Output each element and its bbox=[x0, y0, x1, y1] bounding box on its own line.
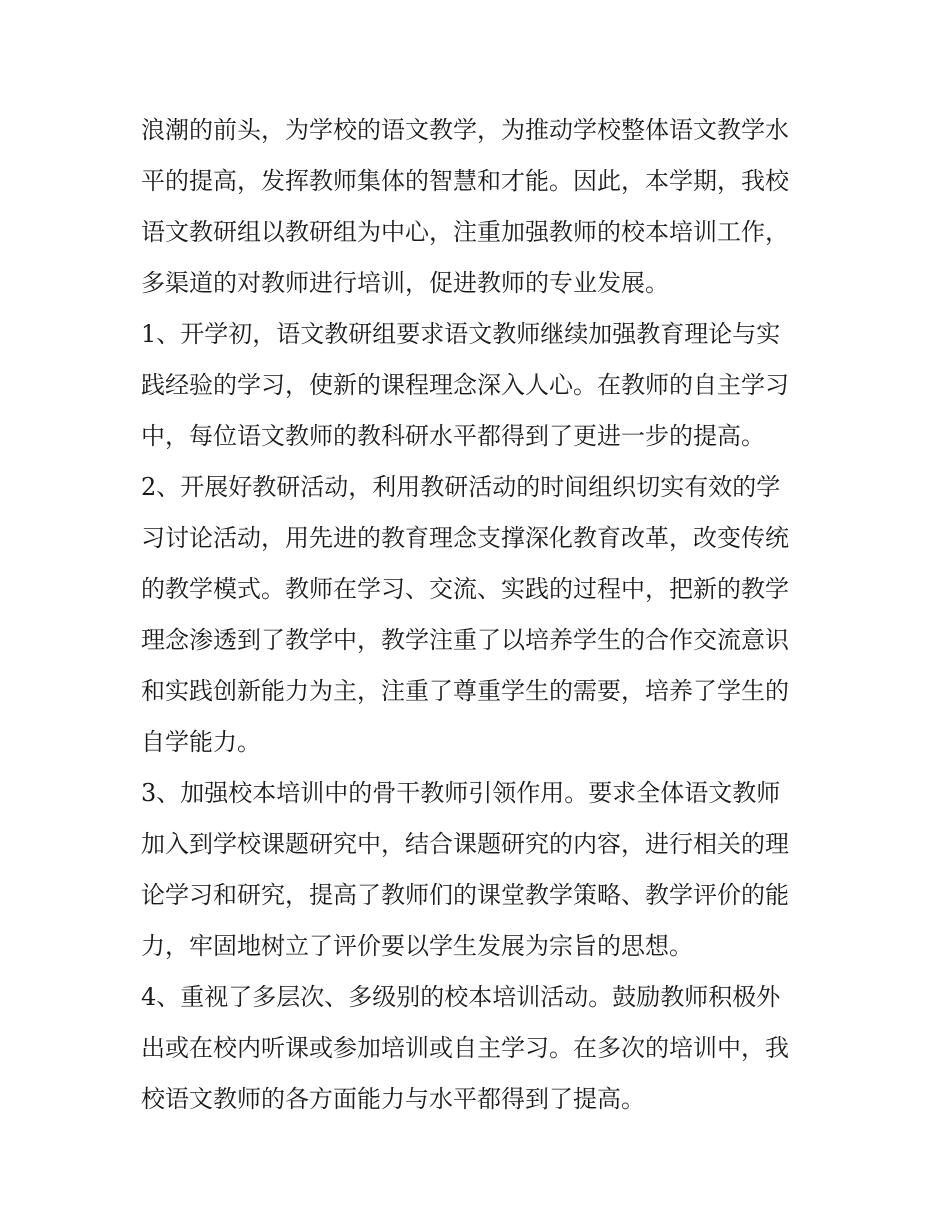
paragraph-item-2 bbox=[141, 462, 821, 768]
paragraph-item-3 bbox=[141, 768, 821, 972]
text-line: 的教学模式。教师在学习、交流、实践的过程中，把新的教学 bbox=[141, 575, 789, 603]
text-line: 践经验的学习，使新的课程理念深入人心。在教师的自主学习 bbox=[141, 371, 789, 399]
text-line: 浪潮的前头，为学校的语文教学，为推动学校整体语文教学水 bbox=[141, 116, 789, 144]
text-line: 语文教研组以教研组为中心，注重加强教师的校本培训工作， bbox=[141, 218, 789, 246]
text-line: 加入到学校课题研究中，结合课题研究的内容，进行相关的理 bbox=[141, 830, 789, 858]
text-line: 自学能力。 bbox=[141, 728, 261, 756]
text-line: 3、加强校本培训中的骨干教师引领作用。要求全体语文教师 bbox=[141, 779, 781, 807]
text-line: 平的提高，发挥教师集体的智慧和才能。因此，本学期，我校 bbox=[141, 167, 789, 195]
text-line: 中，每位语文教师的教科研水平都得到了更进一步的提高。 bbox=[141, 422, 765, 450]
text-line: 校语文教师的各方面能力与水平都得到了提高。 bbox=[141, 1085, 645, 1113]
text-line: 出或在校内听课或参加培训或自主学习。在多次的培训中，我 bbox=[141, 1034, 789, 1062]
text-line: 力，牢固地树立了评价要以学生发展为宗旨的思想。 bbox=[141, 932, 693, 960]
text-line: 习讨论活动，用先进的教育理念支撑深化教育改革，改变传统 bbox=[141, 524, 789, 552]
document-body bbox=[141, 105, 821, 1125]
paragraph-intro bbox=[141, 105, 821, 309]
text-line: 多渠道的对教师进行培训，促进教师的专业发展。 bbox=[141, 269, 669, 297]
paragraph-item-1 bbox=[141, 309, 821, 462]
paragraph-item-4 bbox=[141, 972, 821, 1125]
text-line: 论学习和研究，提高了教师们的课堂教学策略、教学评价的能 bbox=[141, 881, 789, 909]
text-line: 和实践创新能力为主，注重了尊重学生的需要，培养了学生的 bbox=[141, 677, 789, 705]
text-line: 2、开展好教研活动，利用教研活动的时间组织切实有效的学 bbox=[141, 473, 781, 501]
text-line: 4、重视了多层次、多级别的校本培训活动。鼓励教师积极外 bbox=[141, 983, 781, 1011]
text-line: 1、开学初，语文教研组要求语文教师继续加强教育理论与实 bbox=[141, 320, 781, 348]
text-line: 理念渗透到了教学中，教学注重了以培养学生的合作交流意识 bbox=[141, 626, 789, 654]
